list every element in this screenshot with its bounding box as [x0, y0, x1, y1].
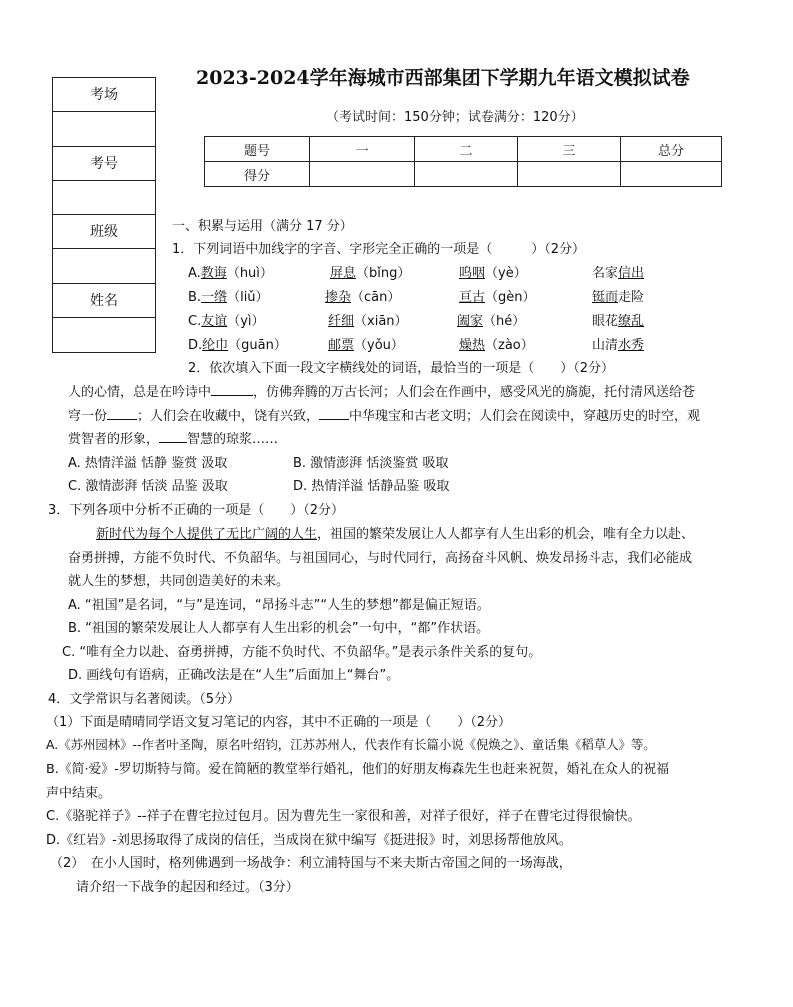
q2-option-b[interactable]: B. 激情澎湃 恬淡鉴赏 吸取 [293, 456, 449, 471]
q4-option-d[interactable]: D.《红岩》-刘思扬取得了成岗的信任，当成岗在狱中编写《挺进报》时，刘思扬帮他放风。 [46, 833, 572, 848]
q1-option-b [188, 286, 269, 305]
q1-pinyin: （huì） [226, 266, 273, 281]
q1-option-b-word2 [325, 286, 400, 305]
q1-word: 纶巾 [202, 338, 229, 353]
q2-text: 赏智者的形象， [68, 432, 160, 447]
name-field[interactable] [53, 318, 155, 352]
q1-pinyin: （liǔ） [227, 290, 269, 305]
q3-option-b[interactable]: B. “祖国的繁荣发展让人人都享有人生出彩的机会”一句中，“都”作状语。 [68, 621, 490, 636]
q3-passage-line-2: 奋勇拼搏，方能不负时代、不负韶华。与祖国同心，与时代同行，高扬奋斗风帆、焕发昂扬斗志，我们必能成 [68, 551, 693, 566]
q1-word: 亘古 [459, 290, 486, 305]
score-header-cell: 题号 [205, 137, 310, 162]
score-header-cell: 总分 [621, 137, 722, 162]
q1-word: 眼花 [592, 314, 619, 329]
q2-passage-line-2 [68, 405, 700, 424]
score-header-cell: 三 [518, 137, 621, 162]
q3-passage-line-3: 就人生的梦想，共同创造美好的未来。 [68, 574, 290, 589]
q2-passage-line-1 [68, 381, 695, 400]
score-table-score-row [205, 162, 722, 187]
q4-option-c[interactable]: C.《骆驼祥子》--祥子在曹宅拉过包月。因为曹先生一家很和善，对祥子很好，祥子在曹宅过得很愉快。 [46, 809, 641, 824]
q2-option-c[interactable]: C. 激情澎湃 恬淡 品鉴 汲取 [68, 479, 228, 494]
q1-pinyin: （yì） [227, 314, 265, 329]
q1-option-c-word4 [592, 310, 644, 329]
q1-option-c-word3 [457, 310, 525, 329]
q3-option-a[interactable]: A. “祖国”是名词，“与”是连词，“昂扬斗志”“人生的梦想”都是偏正短语。 [68, 598, 490, 613]
score-table [204, 136, 722, 187]
candidate-info-box [52, 77, 156, 353]
q1-option-a [188, 262, 273, 281]
q1-pinyin: （yǒu） [354, 338, 404, 353]
q3-option-c[interactable]: C. “唯有全力以赴、奋勇拼搏，方能不负时代、不负韶华。”是表示条件关系的复句。 [62, 645, 542, 660]
q1-word: 阖家 [457, 314, 484, 329]
q1-option-d [188, 334, 287, 353]
q1-stem: 1．下列词语中加线字的字音、字形完全正确的一项是（ ）（2分） [172, 242, 586, 257]
exam-subtitle: （考试时间：150分钟；试卷满分：120分） [326, 110, 584, 125]
score-header-cell: 二 [415, 137, 518, 162]
q4-sub-question-2: （2） 在小人国时，格列佛遇到一场战争：利立浦特国与不来夫斯古帝国之间的一场海战， [50, 856, 572, 871]
q2-blank-3[interactable] [319, 405, 349, 420]
name-label: 姓名 [53, 284, 155, 318]
q2-option-d[interactable]: D. 热情洋溢 恬静品鉴 吸取 [293, 479, 450, 494]
q1-word: 呜咽 [459, 266, 486, 281]
q1-pinyin: （hé） [483, 314, 526, 329]
q1-word: 水秀 [618, 338, 645, 353]
q1-word: 屏息 [330, 266, 357, 281]
q3-stem: 3．下列各项中分析不正确的一项是（ ）（2分） [48, 503, 345, 518]
q3-underlined-sentence: 新时代为每个人提供了无比广阔的人生 [96, 527, 318, 542]
q2-passage-line-3 [68, 428, 278, 447]
q1-option-b-word4 [592, 286, 644, 305]
score-cell-total[interactable] [621, 162, 722, 187]
q1-pinyin: （yè） [485, 266, 527, 281]
q1-word: 教诲 [200, 266, 227, 281]
q1-word: 燥热 [459, 338, 486, 353]
q2-blank-1[interactable] [211, 381, 253, 396]
q2-text: ，仿佛奔腾的万古长河；人们会在作画中，感受风光的旖旎，托付清风送给苍 [253, 385, 696, 400]
score-row-label: 得分 [205, 162, 310, 187]
q1-word: 走险 [618, 290, 645, 305]
q4-sub-question-1: （1）下面是晴晴同学语文复习笔记的内容，其中不正确的一项是（ ）（2分） [46, 715, 512, 730]
q2-stem: 2．依次填入下面一段文字横线处的词语，最恰当的一项是（ ）（2分） [188, 361, 615, 376]
class-label: 班级 [53, 215, 155, 249]
q1-pinyin: （bǐng） [356, 266, 411, 281]
exam-room-label: 考场 [53, 78, 155, 112]
page-title: 2023-2024学年海城市西部集团下学期九年语文模拟试卷 [196, 67, 690, 89]
q1-word: 友谊 [201, 314, 228, 329]
q3-text: ，祖国的繁荣发展让人人都享有人生出彩的机会，唯有全力以赴、 [317, 527, 695, 542]
q3-passage-line-1 [96, 523, 694, 542]
q1-option-letter: C. [188, 314, 202, 329]
score-cell-2[interactable] [415, 162, 518, 187]
q1-pinyin: （zào） [485, 338, 534, 353]
q2-text: 穹一份 [68, 409, 108, 424]
q1-pinyin: （guān） [228, 338, 287, 353]
q4-stem: 4．文学常识与名著阅读。（5分） [48, 692, 241, 707]
q1-option-d-word2 [328, 334, 404, 353]
q1-option-d-word3 [459, 334, 534, 353]
q1-pinyin: （gèn） [485, 290, 536, 305]
q1-word: 名家 [592, 266, 619, 281]
q4-option-b[interactable]: B.《简·爱》-罗切斯特与简。爱在简陋的教堂举行婚礼，他们的好朋友梅森先生也赶来祝贺，婚礼在众人的祝福 [46, 762, 669, 777]
exam-number-field[interactable] [53, 181, 155, 215]
q1-word: 缭乱 [618, 314, 645, 329]
q1-option-a-word2 [330, 262, 410, 281]
score-header-cell: 一 [310, 137, 415, 162]
q1-word: 山清 [592, 338, 619, 353]
q2-text: ；人们会在收藏中，饶有兴致， [137, 409, 320, 424]
score-cell-3[interactable] [518, 162, 621, 187]
q2-blank-4[interactable] [159, 428, 187, 443]
q1-word: 邮票 [328, 338, 355, 353]
q1-option-c-word2 [328, 310, 408, 329]
exam-room-field[interactable] [53, 112, 155, 146]
q1-pinyin: （cān） [351, 290, 401, 305]
q1-word: 信出 [618, 266, 645, 281]
q1-word: 掺杂 [325, 290, 352, 305]
class-field[interactable] [53, 249, 155, 283]
q3-option-d[interactable]: D. 画线句有语病，正确改法是在“人生”后面加上“舞台”。 [68, 668, 400, 683]
q1-pinyin: （xiān） [354, 314, 408, 329]
q4-option-a[interactable]: A.《苏州园林》--作者叶圣陶，原名叶绍钧，江苏苏州人，代表作有长篇小说《倪焕之》、童话集《稻草人》等。 [46, 737, 656, 752]
q2-text: 中华瑰宝和古老文明；人们会在阅读中，穿越历史的时空，观 [349, 409, 701, 424]
q1-option-letter: A. [188, 266, 201, 281]
q2-option-a[interactable]: A. 热情洋溢 恬静 鉴赏 汲取 [68, 456, 228, 471]
q4-sub-question-2-cont: 请介绍一下战争的起因和经过。（3分） [76, 880, 299, 895]
q1-option-b-word3 [459, 286, 536, 305]
q4-option-b-cont: 声中结束。 [46, 786, 112, 801]
score-cell-1[interactable] [310, 162, 415, 187]
q2-blank-2[interactable] [107, 405, 137, 420]
q1-word: 铤而 [592, 290, 619, 305]
exam-number-label: 考号 [53, 147, 155, 181]
q1-word: 一绺 [201, 290, 228, 305]
score-table-header-row [205, 137, 722, 162]
q1-word: 纤细 [328, 314, 355, 329]
q2-text: 智慧的琼浆…… [187, 432, 279, 447]
q2-text: 人的心情，总是在吟诗中 [68, 385, 212, 400]
q1-option-letter: B. [188, 290, 202, 305]
q1-option-a-word4 [592, 262, 644, 281]
section-1-heading: 一、积累与运用（满分 17 分） [172, 219, 353, 234]
q1-option-a-word3 [459, 262, 527, 281]
q1-option-letter: D. [188, 338, 203, 353]
q1-option-c [188, 310, 265, 329]
q1-option-d-word4 [592, 334, 644, 353]
